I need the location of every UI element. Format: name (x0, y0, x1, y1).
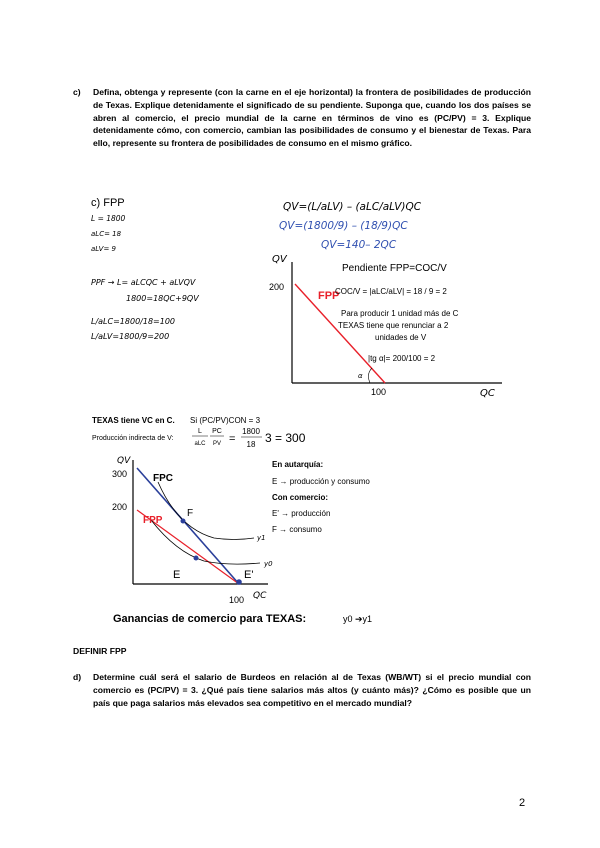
indifference-y0 (151, 520, 260, 564)
legend-3: Con comercio: (272, 493, 329, 502)
question-d-label: d) (73, 672, 82, 682)
graph1-y-tick: 200 (269, 282, 285, 292)
legend-2: E → producción y consumo (272, 477, 370, 486)
gains-caption: Ganancias de comercio para TEXAS: (113, 613, 307, 625)
question-d-text: Determine cuál será el salario de Burdeos en relación al de Texas (WB/WT) si el precio mundial con comercio es (PC/PV) = 3. ¿Qué país tiene salarios más altos (y cuánto más)? ¿Cómo es posible que un país que paga salarios más elevados sea competitivo en el mercado mundial? (93, 672, 531, 708)
frac3-den: 18 (246, 440, 256, 449)
eq-2: QV=(1800/9) – (18/9)QC (279, 220, 408, 232)
legend-1: En autarquía: (272, 460, 324, 469)
slope-explain-3: unidades de V (375, 333, 427, 342)
definir-fpp: DEFINIR FPP (73, 646, 127, 656)
notes-title: c) FPP (91, 197, 125, 209)
tan-formula: |tg α|= 200/100 = 2 (368, 354, 436, 363)
frac2-num: PC (212, 428, 222, 435)
question-d (73, 671, 531, 709)
eq-3: QV=140– 2QC (321, 239, 397, 251)
question-c-text: Defina, obtenga y represente (con la carne en el eje horizontal) la frontera de posibilidades de producción de Texas. Explique detenidamente el significado de su pendiente. Suponga que, cuando los dos países se abren al comercio, el precio mundial de la carne en términos de vino es (PC/PV) = 3. Explique detenidamente cómo, con comercio, cambian las posibilidades de consumo y el bienestar de Texas. Para ello, represente su frontera de posibilidades de consumo en el mismo gráfico. (93, 87, 531, 149)
notes-ppf1: PPF → L= aLCQC + aLVQV (91, 278, 196, 287)
graph1-alpha: α (358, 372, 363, 380)
graph2-y-axis-label: QV (117, 456, 131, 466)
frac2-den: PV (212, 441, 222, 447)
graph1-y-axis-label: QV (272, 254, 287, 265)
slope-explain-1: Para producir 1 unidad más de C (341, 309, 459, 318)
slope-explain-2: TEXAS tiene que renunciar a 2 (338, 321, 449, 330)
frac1-num: L (198, 428, 202, 435)
frac1-den: aLC (194, 441, 206, 447)
fpc-line (137, 468, 239, 584)
point-e2-label: E' (244, 569, 254, 581)
graph1-x-tick: 100 (371, 387, 387, 397)
notes-r1: L/aLC=1800/18=100 (91, 317, 176, 326)
graph1-x-axis-label: QC (480, 388, 495, 399)
point-f-label: F (187, 508, 194, 519)
notes-ppf2: 1800=18QC+9QV (126, 294, 199, 303)
formula-result: 3 = 300 (265, 431, 306, 445)
legend-4: E' → producción (272, 509, 331, 518)
notes-r2: L/aLV=1800/9=200 (91, 332, 170, 341)
fpp-label: FPP (143, 515, 163, 526)
graph2-y-tick-200: 200 (112, 502, 128, 512)
y0-label: y0 (264, 560, 273, 568)
gains-result: y0 ➔y1 (343, 614, 373, 624)
legend-5: F → consumo (272, 525, 322, 534)
point-e-dot (194, 556, 199, 561)
point-e2-dot (236, 579, 242, 585)
frac3-num: 1800 (242, 427, 260, 436)
fpc-label: FPC (153, 473, 173, 484)
trade-header-1: TEXAS tiene VC en C. (92, 416, 175, 425)
page-number: 2 (519, 797, 526, 809)
question-c-label: c) (73, 87, 81, 97)
trade-header-3: Producción indirecta de V: (92, 435, 174, 442)
graph1-fpp-label: FPP (318, 290, 340, 302)
slope-formula: COC/V = |aLC/aLV| = 18 / 9 = 2 (335, 287, 447, 296)
frac3-eq: = (229, 433, 236, 445)
graph2-y-tick-300: 300 (112, 469, 128, 479)
notes-l: L = 1800 (91, 214, 126, 223)
eq-1: QV=(L/aLV) – (aLC/aLV)QC (283, 201, 422, 213)
graph2-x-axis-label: QC (253, 591, 267, 601)
point-e-label: E (173, 569, 181, 581)
graph2-x-tick: 100 (229, 595, 245, 605)
slope-title: Pendiente FPP=COC/V (342, 263, 447, 274)
notes-alc: aLC= 18 (91, 230, 122, 238)
trade-header-2: Si (PC/PV)CON = 3 (190, 416, 261, 425)
notes-alv: aLV= 9 (91, 245, 117, 253)
indifference-y1 (158, 482, 254, 540)
point-f-dot (181, 519, 186, 524)
y1-label: y1 (257, 534, 266, 542)
